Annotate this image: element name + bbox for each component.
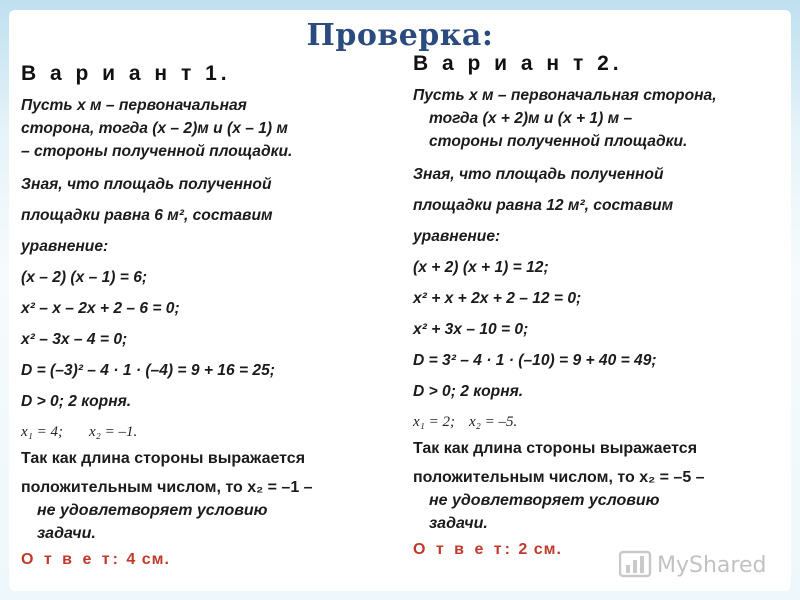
variant-1-intro-line: Пусть x м – первоначальная [21,97,247,114]
variant-2-line: площадки равна 12 м², составим [413,197,674,214]
variant-2-line: уравнение: [413,228,501,245]
variant-2-roots-count: D > 0; 2 корня. [413,383,524,400]
variant-1-conclusion-line: Так как длина стороны выражается [21,450,306,467]
variant-1-column [21,62,399,569]
variant-1-line: Зная, что площадь полученной [21,176,272,193]
variant-2-conclusion [413,437,785,535]
variant-2-root-1: x₁ = 2; [413,414,455,430]
variant-2-answer-value: 2 см. [518,541,562,558]
variant-2-heading: В а р и а н т 2. [413,52,623,75]
variant-2-intro-line: Пусть x м – первоначальная сторона, [413,87,717,104]
variant-2-intro-line: тогда (x + 2)м и (x + 1) м – [429,110,633,127]
variant-2-intro-line: стороны полученной площадки. [429,133,688,150]
variant-1-intro-line: сторона, тогда (x – 2)м и (x – 1) м [21,120,288,137]
variant-1-root-2: x₂ = –1. [89,424,138,440]
variant-2-conclusion-line: задачи. [429,515,488,532]
variant-1-roots [21,417,399,447]
variant-2-equation: x² + 3x – 10 = 0; [413,321,529,338]
variant-1-roots-count: D > 0; 2 корня. [21,393,132,410]
variant-1-equation: (x – 2) (x – 1) = 6; [21,269,148,286]
variant-1-answer-value: 4 см. [126,551,170,568]
slide-title: Проверка: [306,18,494,53]
variant-2-conclusion-line: Так как длина стороны выражается [413,440,698,457]
slide-panel [9,10,791,591]
variant-2-conclusion-line: не удовлетворяет условию [429,492,660,509]
watermark [619,547,779,583]
variant-1-heading: В а р и а н т 1. [21,62,231,85]
variant-2-column [413,52,785,559]
variant-2-answer-label: О т в е т: [413,541,513,558]
variant-1-answer [21,551,399,569]
variant-1-line: площадки равна 6 м², составим [21,207,273,224]
variant-1-line: уравнение: [21,238,109,255]
variant-2-equation: x² + x + 2x + 2 – 12 = 0; [413,290,582,307]
variant-2-conclusion-line: положительным числом, то x₂ = –5 – [413,469,705,486]
variant-1-equation: x² – x – 2x + 2 – 6 = 0; [21,300,180,317]
variant-1-equation: x² – 3x – 4 = 0; [21,331,128,348]
variant-1-intro [21,94,399,163]
variant-1-conclusion-line: не удовлетворяет условию [37,502,268,519]
variant-1-discriminant: D = (–3)² – 4 · 1 · (–4) = 9 + 16 = 25; [21,362,275,379]
variant-2-equation: (x + 2) (x + 1) = 12; [413,259,549,276]
variant-2-line: Зная, что площадь полученной [413,166,664,183]
variant-1-conclusion-line: положительным числом, то x₂ = –1 – [21,479,313,496]
chart-icon [619,550,653,580]
variant-2-intro [413,84,785,153]
variant-2-root-2: x₂ = –5. [469,414,518,430]
variant-1-root-1: x₁ = 4; [21,424,63,440]
variant-1-conclusion [21,447,399,545]
variant-1-conclusion-line: задачи. [37,525,96,542]
variant-1-answer-label: О т в е т: [21,551,121,568]
variant-2-roots [413,407,785,437]
variant-2-discriminant: D = 3² – 4 · 1 · (–10) = 9 + 40 = 49; [413,352,657,369]
variant-1-intro-line: – стороны полученной площадки. [21,143,293,160]
watermark-text: MyShared [657,552,767,578]
